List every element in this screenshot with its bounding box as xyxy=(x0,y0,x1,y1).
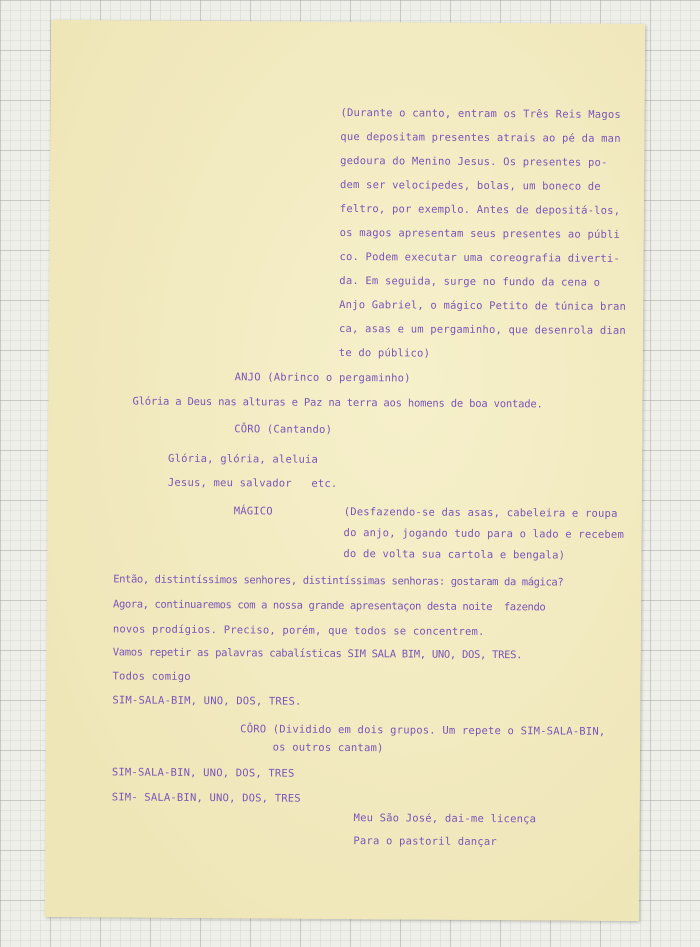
song-line: Meu São José, dai-me licença xyxy=(353,812,537,826)
coro-heading: CÔRO (Cantando) xyxy=(234,423,333,436)
speech-line: SIM-SALA-BIM, UNO, DOS, TRES. xyxy=(112,694,302,708)
stage-direction-line: ca, asas e um pergaminho, que desenrola dian xyxy=(338,322,626,337)
stage-direction-line: Anjo Gabriel, o mágico Petito de túnica bran xyxy=(339,298,627,313)
stage-direction-line: que depositam presentes atrais ao pé da man xyxy=(340,130,621,145)
stage-direction-line: gedoura do Menino Jesus. Os presentes po- xyxy=(340,154,608,169)
stage-direction-line: (Durante o canto, entram os Três Reis Magos xyxy=(340,106,621,121)
song-line: Jesus, meu salvador etc. xyxy=(167,476,338,490)
song-line: Para o pastoril dançar xyxy=(353,835,497,849)
speech-line: Agora, continuaremos com a nossa grande apresentaçon desta noite fazendo xyxy=(113,598,546,614)
chant-line: SIM-SALA-BIN, UNO, DOS, TRES xyxy=(111,766,295,780)
magico-direction-line: do de volta sua cartola e bengala) xyxy=(343,547,566,562)
speech-line: novos prodígios. Preciso, porém, que todos se concentrem. xyxy=(112,623,485,638)
coro-heading: os outros cantam) xyxy=(240,741,384,755)
stage-direction-line: te do público) xyxy=(338,346,431,360)
anjo-heading: ANJO (Abrinco o pergaminho) xyxy=(234,371,411,385)
song-line: Glória, glória, aleluia xyxy=(168,452,319,466)
speech-line: Vamos repetir as palavras cabalísticas SIM SALA BIM, UNO, DOS, TRES. xyxy=(112,646,523,662)
stage-direction-line: feltro, por exemplo. Antes de depositá-los, xyxy=(339,202,621,217)
speech-line: Todos comigo xyxy=(112,670,191,683)
stage-direction-line: dem ser velocipedes, bolas, um boneco de xyxy=(339,178,601,193)
coro-heading: CÔRO (Dividido em dois grupos. Um repete o SIM-SALA-BIN, xyxy=(240,723,606,738)
magico-direction-line: (Desfazendo-se das asas, cabeleira e roupa xyxy=(343,505,618,520)
stage-direction-line: co. Podem executar uma coreografia diverti- xyxy=(339,250,620,265)
chant-line: SIM- SALA-BIN, UNO, DOS, TRES xyxy=(111,791,301,805)
stage-direction-line: da. Em seguida, surge no fundo da cena o xyxy=(339,274,601,289)
stage-direction-line: os magos apresentam seus presentes ao públi xyxy=(339,226,621,241)
magico-heading: MÁGICO xyxy=(233,505,273,518)
magico-direction-line: do anjo, jogando tudo para o lado e recebem xyxy=(343,526,625,541)
speech-line: Então, distintíssimos senhores, distintíssimas senhoras: gostaram da mágica? xyxy=(113,573,564,589)
anjo-line: Glória a Deus nas alturas e Paz na terra aos homens de boa vontade. xyxy=(132,395,543,411)
typewritten-page xyxy=(45,20,645,921)
